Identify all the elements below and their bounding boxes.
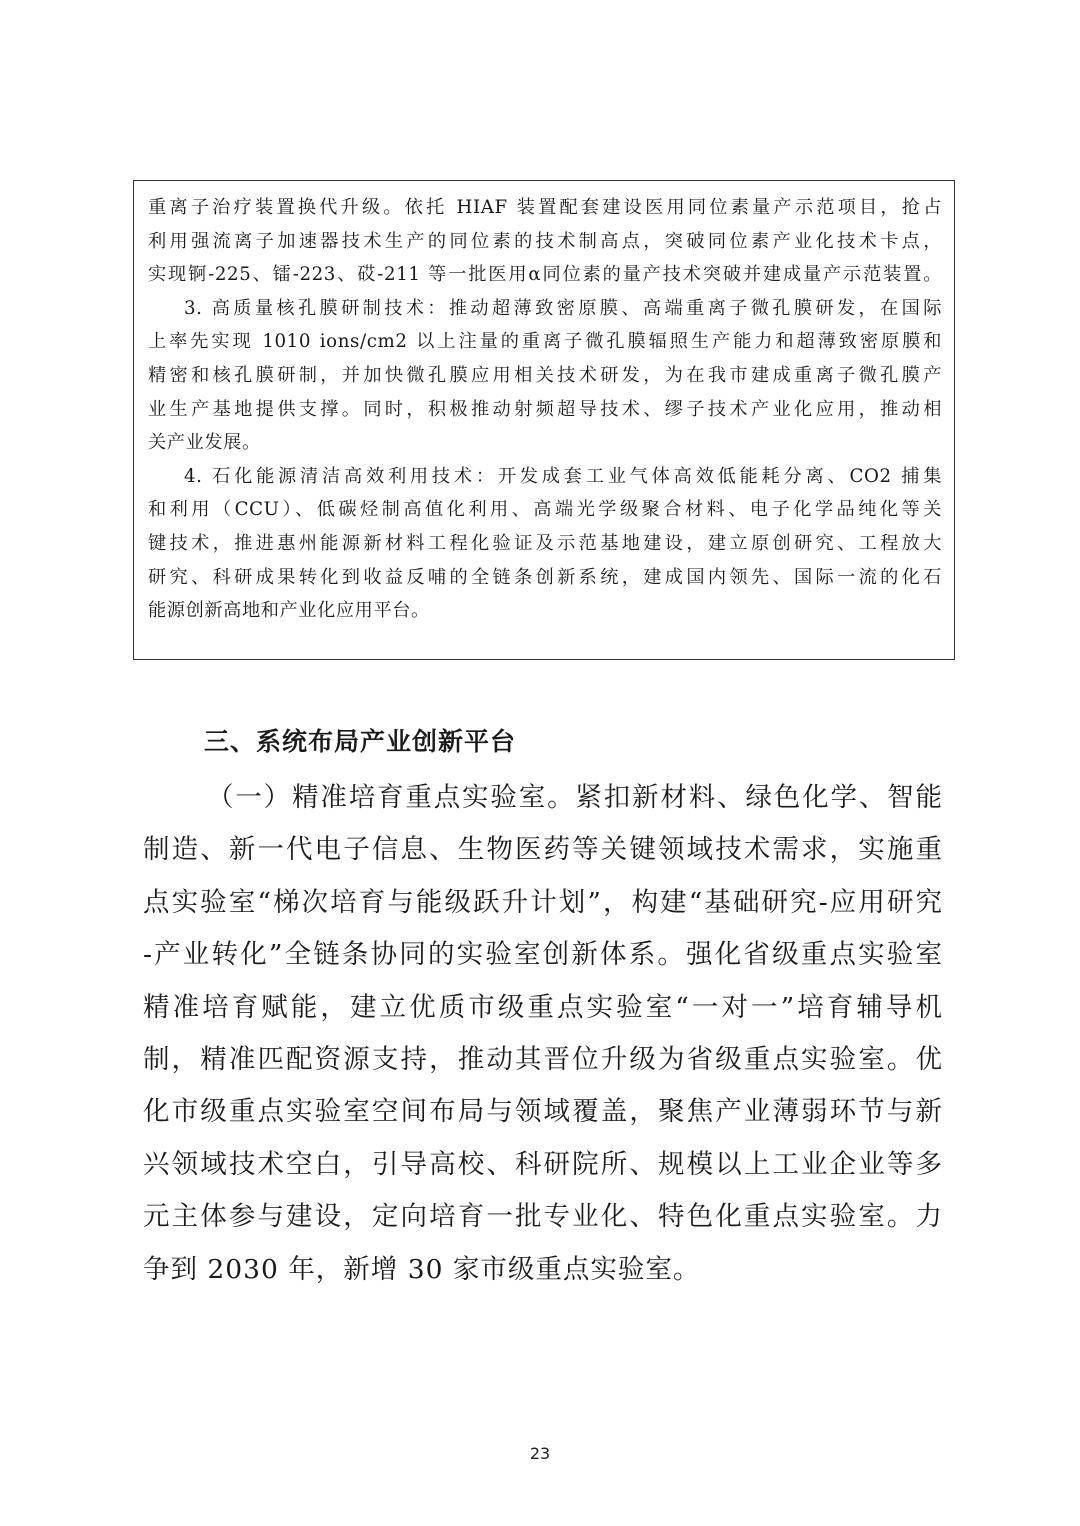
boxed-text-panel [133, 180, 955, 660]
box-line: 3. 高质量核孔膜研制技术：推动超薄致密原膜、高端重离子微孔膜研发，在国际 [184, 297, 942, 319]
box-line: 研究、科研成果转化到收益反哺的全链条创新系统，建成国内领先、国际一流的化石 [148, 566, 942, 588]
box-line: 业生产基地提供支撑。同时，积极推动射频超导技术、缪子技术产业化应用，推动相 [148, 398, 942, 420]
box-line: 4. 石化能源清洁高效利用技术：开发成套工业气体高效低能耗分离、CO2 捕集 [184, 465, 942, 487]
box-line: 上率先实现 1010 ions/cm2 以上注量的重离子微孔膜辐照生产能力和超薄致密原膜和 [148, 331, 942, 353]
body-line: 争到 2030 年，新增 30 家市级重点实验室。 [143, 1253, 701, 1285]
box-line: 实现锕-225、镭-223、砹-211 等一批医用α同位素的量产技术突破并建成量产示范装置。 [148, 264, 942, 286]
box-line: 能源创新高地和产业化应用平台。 [148, 600, 430, 622]
section-heading: 三、系统布局产业创新平台 [204, 727, 517, 756]
box-line: 和利用（CCU）、低碳烃制高值化利用、高端光学级聚合材料、电子化学品纯化等关 [148, 499, 942, 521]
box-line: 利用强流离子加速器技术生产的同位素的技术制高点，突破同位素产业化技术卡点， [148, 230, 942, 252]
box-line: 键技术，推进惠州能源新材料工程化验证及示范基地建设，建立原创研究、工程放大 [148, 532, 942, 554]
box-line: 重离子治疗装置换代升级。依托 HIAF 装置配套建设医用同位素量产示范项目，抢占 [148, 197, 942, 218]
body-line: 制，精准匹配资源支持，推动其晋位升级为省级重点实验室。优 [143, 1044, 943, 1076]
page-number: 23 [529, 1444, 551, 1463]
body-line: 元主体参与建设，定向培育一批专业化、特色化重点实验室。力 [143, 1201, 943, 1233]
body-line: 兴领域技术空白，引导高校、科研院所、规模以上工业企业等多 [143, 1148, 943, 1180]
body-line: 制造、新一代电子信息、生物医药等关键领域技术需求，实施重 [143, 834, 943, 866]
body-line: （一）精准培育重点实验室。紧扣新材料、绿色化学、智能 [207, 782, 943, 813]
body-line: -产业转化”全链条协同的实验室创新体系。强化省级重点实验室 [143, 939, 943, 971]
section-body [143, 772, 943, 1296]
body-line: 精准培育赋能，建立优质市级重点实验室“一对一”培育辅导机 [143, 991, 943, 1023]
body-line: 点实验室“梯次培育与能级跃升计划”，构建“基础研究-应用研究 [143, 886, 943, 918]
box-line: 精密和核孔膜研制，并加快微孔膜应用相关技术研发，为在我市建成重离子微孔膜产 [148, 364, 942, 386]
body-line: 化市级重点实验室空间布局与领域覆盖，聚焦产业薄弱环节与新 [143, 1096, 943, 1128]
box-line: 关产业发展。 [148, 432, 261, 454]
